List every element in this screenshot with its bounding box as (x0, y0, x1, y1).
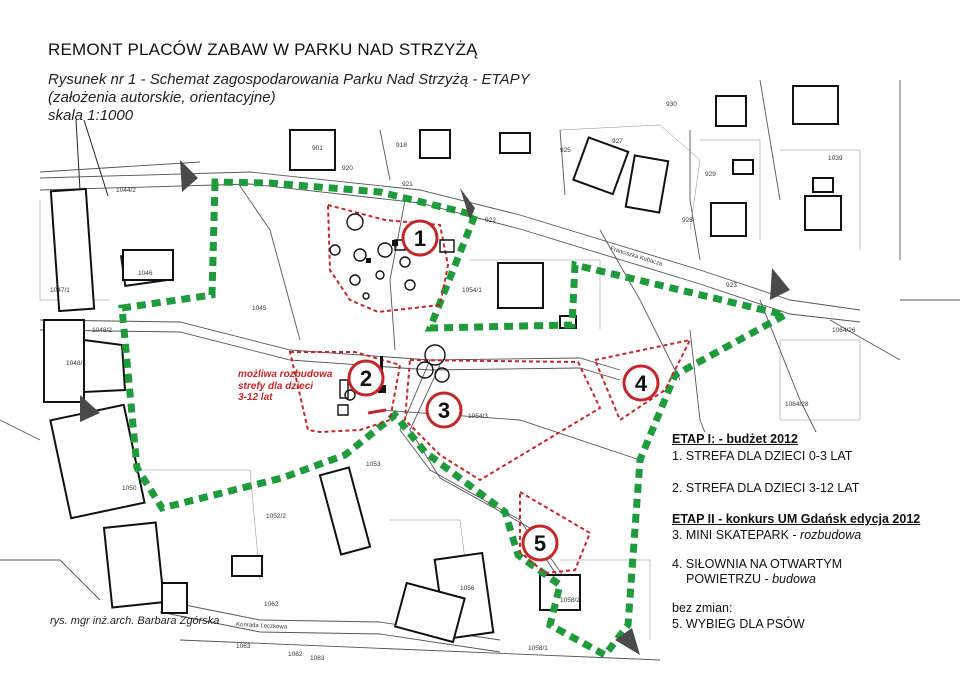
legend-unchanged-label: bez zmian: (672, 601, 733, 615)
drawing-note: (założenia autorskie, orientacyjne) (48, 89, 276, 106)
street-label-kubacza: Franciszka Kubacza (609, 246, 663, 268)
svg-text:1039: 1039 (828, 155, 843, 162)
svg-text:1054/3: 1054/3 (468, 413, 488, 420)
svg-text:1044/2: 1044/2 (116, 187, 136, 194)
zone-2-furniture (368, 410, 386, 413)
zone-2-badge (349, 361, 383, 395)
svg-text:1083: 1083 (310, 655, 325, 662)
svg-text:1063: 1063 (236, 643, 251, 650)
zone-1-outline (328, 205, 448, 312)
svg-text:1052/2: 1052/2 (266, 513, 286, 520)
svg-text:920: 920 (342, 165, 353, 172)
svg-text:929: 929 (705, 171, 716, 178)
svg-text:1062: 1062 (264, 601, 279, 608)
leader-lines (76, 120, 108, 196)
zone-3-badge (427, 393, 461, 427)
svg-text:1064/26: 1064/26 (832, 327, 856, 334)
legend-etap2-header: ETAP II - konkurs UM Gdańsk edycja 2012 (672, 512, 921, 526)
svg-text:1046: 1046 (138, 270, 153, 277)
legend-item-3 (672, 528, 861, 544)
svg-text:3: 3 (437, 398, 451, 423)
legend-item-5: 5. WYBIEG DLA PSÓW (672, 617, 805, 631)
svg-text:1048/1: 1048/1 (66, 360, 86, 367)
svg-text:1047/1: 1047/1 (50, 287, 70, 294)
entrance-arrow-icon (180, 160, 198, 192)
svg-text:2: 2 (359, 366, 373, 391)
svg-text:1053: 1053 (366, 461, 381, 468)
svg-text:928: 928 (682, 217, 693, 224)
svg-text:1054/1: 1054/1 (462, 287, 482, 294)
svg-text:923: 923 (726, 282, 737, 289)
svg-text:918: 918 (396, 142, 407, 149)
svg-text:5: 5 (533, 531, 547, 556)
legend-item-3-note: rozbudowa (800, 528, 862, 542)
legend (666, 432, 958, 632)
drawing-scale: skala 1:1000 (48, 107, 134, 124)
svg-text:1058/1: 1058/1 (528, 645, 548, 652)
legend-item-4-note: budowa (772, 572, 816, 586)
drawing-subtitle: Rysunek nr 1 - Schemat zagospodarowania Parku Nad Strzyżą - ETAPY (48, 71, 530, 88)
expansion-note-line: możliwa rozbudowa (238, 369, 333, 380)
svg-text:922: 922 (485, 217, 496, 224)
svg-text:1050: 1050 (122, 485, 137, 492)
legend-item-3-text: 3. MINI SKATEPARK - (672, 528, 801, 542)
zone-4-badge (624, 366, 658, 400)
svg-text:927: 927 (612, 138, 623, 145)
expansion-note-line: 3-12 lat (238, 392, 273, 403)
zone-1-badge (403, 221, 437, 255)
svg-text:921: 921 (402, 181, 413, 188)
legend-item-1: 1. STREFA DLA DZIECI 0-3 LAT (672, 449, 853, 463)
svg-text:1056: 1056 (460, 585, 475, 592)
svg-text:1045: 1045 (252, 305, 267, 312)
legend-item-4: 4. SIŁOWNIA NA OTWARTYM (672, 557, 843, 571)
svg-text:925: 925 (560, 147, 571, 154)
svg-text:1064/28: 1064/28 (785, 401, 809, 408)
legend-etap1-header: ETAP I: - budżet 2012 (672, 432, 798, 446)
svg-text:901: 901 (312, 145, 323, 152)
svg-text:1048/2: 1048/2 (92, 327, 112, 334)
expansion-note-line: strefy dla dzieci (238, 380, 314, 392)
svg-text:4: 4 (634, 371, 648, 396)
legend-item-4-line2 (686, 572, 816, 588)
expansion-note (238, 369, 332, 404)
svg-text:1: 1 (413, 226, 427, 251)
street-label-leczkowa: Konrada Leczkowa (235, 622, 288, 631)
svg-text:930: 930 (666, 101, 677, 108)
svg-text:1058/2: 1058/2 (560, 597, 580, 604)
author-credit: rys. mgr inż.arch. Barbara Zgórska (50, 615, 220, 627)
page-title: REMONT PLACÓW ZABAW W PARKU NAD STRZYŻĄ (48, 40, 478, 59)
legend-item-4-text: POWIETRZU - (686, 572, 773, 586)
legend-item-2: 2. STREFA DLA DZIECI 3-12 LAT (672, 481, 860, 495)
svg-text:1082: 1082 (288, 651, 303, 658)
zone-5-badge (523, 526, 557, 560)
entrance-arrow-icon (770, 268, 790, 300)
